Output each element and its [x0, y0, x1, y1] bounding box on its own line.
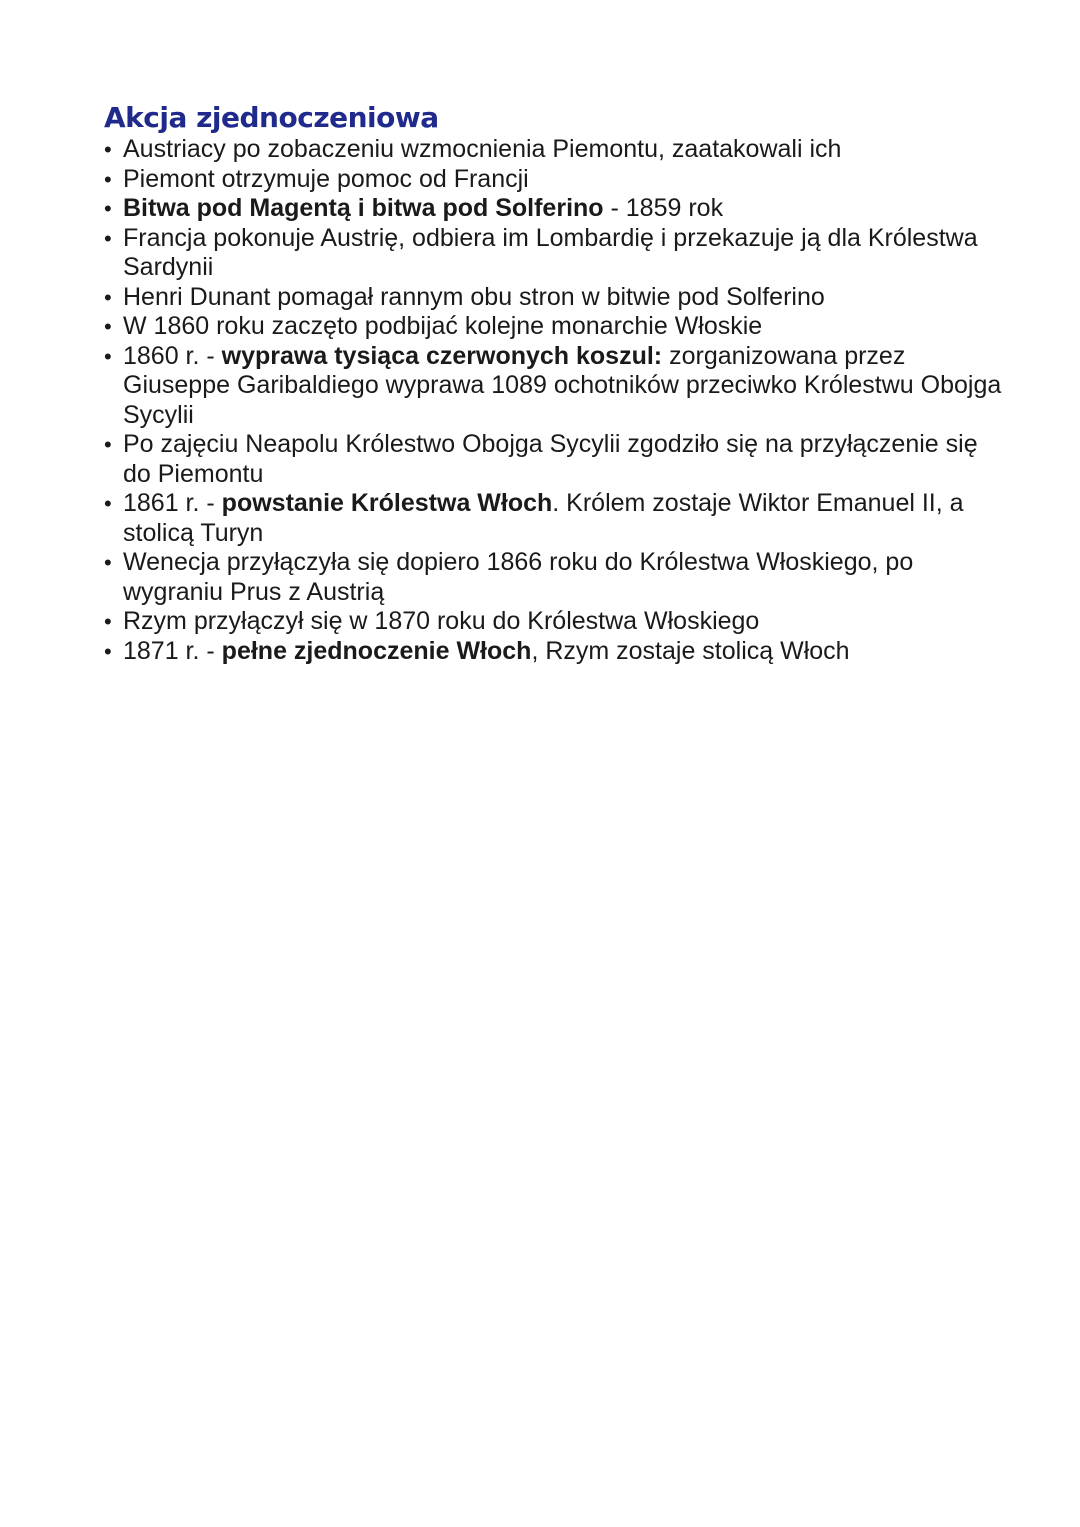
item-text: Francja pokonuje Austrię, odbiera im Lombardię i przekazuje ją dla Królestwa Sardynii: [123, 223, 978, 281]
bold-text: Bitwa pod Magentą i bitwa pod Solferino: [123, 194, 604, 222]
item-text: 1871 r. -: [123, 636, 222, 665]
bold-text: wyprawa tysiąca czerwonych koszul:: [221, 341, 663, 370]
bullet-icon: •: [104, 166, 112, 192]
item-text: Wenecja przyłączyła się dopiero 1866 roku do Królestwa Włoskiego, po wygraniu Prus z Austrią: [123, 548, 914, 606]
list-item: [104, 430, 1004, 489]
list-item: [104, 135, 1004, 165]
list-item: [104, 489, 1004, 548]
item-text: Rzym przyłączył się w 1870 roku do Królestwa Włoskiego: [123, 607, 760, 635]
bullet-icon: •: [104, 314, 112, 339]
item-text: Austriacy po zobaczeniu wzmocnienia Piemontu, zaatakowali ich: [123, 135, 842, 163]
list-item: [104, 548, 1004, 607]
item-text: Piemont otrzymuje pomoc od Francji: [123, 164, 529, 193]
item-text: Po zajęciu Neapolu Królestwo Obojga Sycylii zgodziło się na przyłączenie się do Piemontu: [123, 430, 978, 488]
item-text: - 1859 rok: [603, 194, 724, 222]
bullet-list: [104, 135, 1004, 666]
bold-text: pełne zjednoczenie Włoch: [221, 636, 532, 665]
bullet-icon: •: [104, 550, 112, 575]
bullet-icon: •: [104, 225, 112, 251]
item-text: , Rzym zostaje stolicą Włoch: [531, 636, 850, 665]
item-text: 1861 r. -: [123, 489, 222, 517]
bullet-icon: •: [104, 196, 112, 221]
item-text: W 1860 roku zaczęto podbijać kolejne monarchie Włoskie: [123, 312, 763, 340]
list-item: [104, 224, 1004, 283]
bullet-icon: •: [104, 284, 112, 310]
bullet-icon: •: [104, 609, 112, 634]
bullet-icon: •: [104, 432, 112, 457]
list-item: [104, 194, 1004, 224]
bullet-icon: •: [104, 491, 112, 516]
bullet-icon: •: [104, 137, 112, 162]
list-item: [104, 312, 1004, 342]
item-text: 1860 r. -: [123, 341, 222, 370]
list-item: [104, 342, 1004, 431]
list-item: [104, 165, 1004, 195]
bullet-icon: •: [104, 343, 112, 369]
item-text: Henri Dunant pomagał rannym obu stron w bitwie pod Solferino: [123, 282, 825, 311]
section-heading: Akcja zjednoczeniowa: [104, 101, 439, 134]
item-text: . Królem zostaje Wiktor Emanuel II, a stolicą Turyn: [123, 489, 964, 547]
list-item: [104, 637, 1004, 667]
list-item: [104, 607, 1004, 637]
bold-text: powstanie Królestwa Włoch: [221, 489, 553, 517]
bullet-icon: •: [104, 638, 112, 664]
list-item: [104, 283, 1004, 313]
item-text: zorganizowana przez Giuseppe Garibaldiego wyprawa 1089 ochotników przeciwko Królestwu Obojga Sycylii: [123, 341, 1002, 429]
